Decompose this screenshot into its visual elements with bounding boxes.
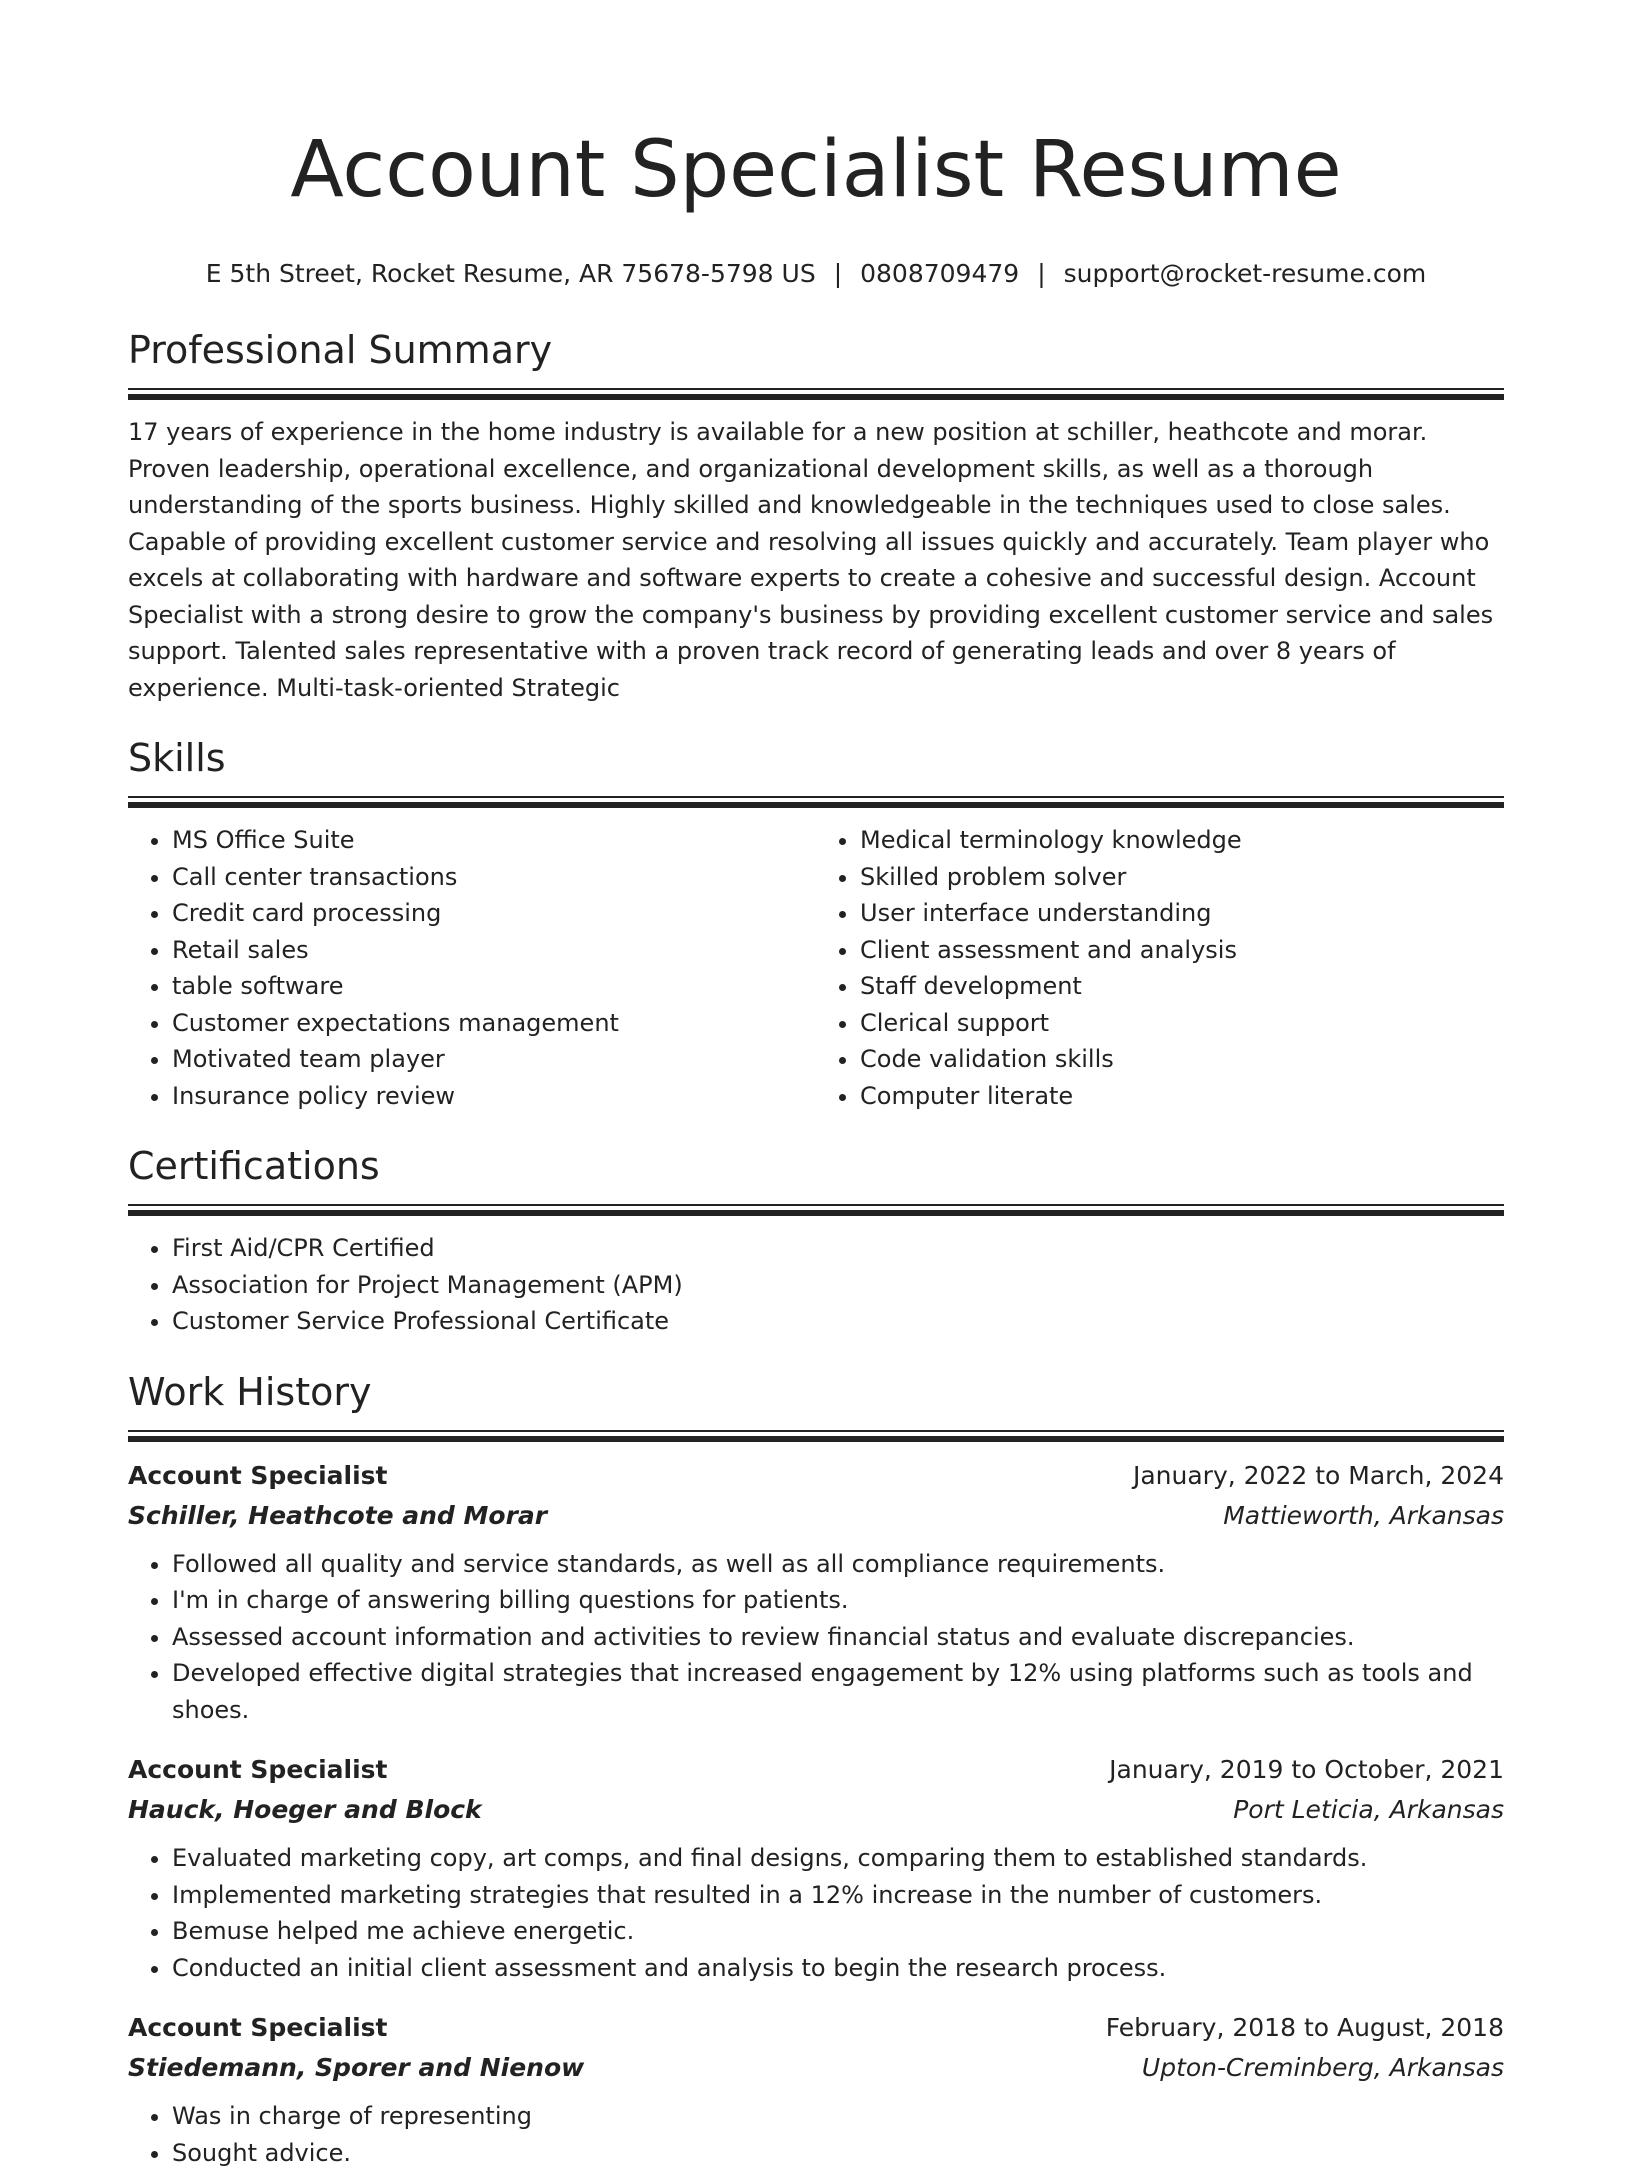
skills-columns — [128, 822, 1504, 1114]
job-bullets — [128, 1546, 1504, 1729]
skills-right-column — [816, 822, 1504, 1114]
skill-item: • User interface understanding — [860, 895, 1504, 932]
summary-text: 17 years of experience in the home industry is available for a new position at schiller, heathcote and morar. Proven leadership, operational excellence, and organizational development skills, as well as a thorough understanding of the sports business. Highly skilled and knowledgeable in the techniques used to close sales. Capable of providing excellent customer service and resolving all issues quickly and accurately. Team player who excels at collaborating with hardware and software experts to create a cohesive and successful design. Account Specialist with a strong desire to grow the company's business by providing excellent customer service and sales support. Talented sales representative with a proven track record of generating leads and over 8 years of experience. Multi-task-oriented Strategic — [128, 414, 1504, 706]
job-title: Account Specialist — [128, 1750, 388, 1790]
certification-item: • First Aid/CPR Certified — [172, 1230, 1504, 1267]
skill-item: • table software — [172, 968, 816, 1005]
job-bullet: • Assessed account information and activities to review financial status and evaluate discrepancies. — [172, 1619, 1504, 1656]
certification-item: • Association for Project Management (APM) — [172, 1267, 1504, 1304]
summary-section — [128, 324, 1504, 706]
company-name: Stiedemann, Sporer and Nienow — [128, 2048, 584, 2088]
skill-item: • Insurance policy review — [172, 1078, 816, 1115]
job-location: Port Leticia, Arkansas — [1233, 1790, 1504, 1830]
job-subheader — [128, 1496, 1504, 1536]
job-bullet: • Evaluated marketing copy, art comps, and final designs, comparing them to established standards. — [172, 1840, 1504, 1877]
skill-item: • Computer literate — [860, 1078, 1504, 1115]
job-bullets — [128, 2098, 1504, 2171]
job-bullet: • I'm in charge of answering billing questions for patients. — [172, 1582, 1504, 1619]
job-location: Upton-Creminberg, Arkansas — [1142, 2048, 1504, 2088]
skill-item: • Call center transactions — [172, 859, 816, 896]
job-header — [128, 1750, 1504, 1790]
job-bullet: • Was in charge of representing — [172, 2098, 1504, 2135]
job-entry — [128, 2008, 1504, 2171]
job-header — [128, 2008, 1504, 2048]
job-title: Account Specialist — [128, 1456, 388, 1496]
job-bullet: • Developed effective digital strategies that increased engagement by 12% using platforms such as tools and shoes. — [172, 1655, 1504, 1728]
skill-item: • Credit card processing — [172, 895, 816, 932]
certifications-section — [128, 1140, 1504, 1340]
job-bullet: • Conducted an initial client assessment and analysis to begin the research process. — [172, 1950, 1504, 1987]
job-dates: January, 2022 to March, 2024 — [1133, 1456, 1504, 1496]
certifications-list — [128, 1230, 1504, 1340]
summary-heading: Professional Summary — [128, 324, 1504, 376]
company-name: Schiller, Heathcote and Morar — [128, 1496, 547, 1536]
skill-item: • Client assessment and analysis — [860, 932, 1504, 969]
contact-separator: | — [816, 259, 860, 288]
skills-heading: Skills — [128, 732, 1504, 784]
job-subheader — [128, 1790, 1504, 1830]
skill-item: • Code validation skills — [860, 1041, 1504, 1078]
job-bullet: • Sought advice. — [172, 2135, 1504, 2171]
job-header — [128, 1456, 1504, 1496]
certifications-heading: Certifications — [128, 1140, 1504, 1192]
work-history-section — [128, 1366, 1504, 2171]
skills-left-column — [128, 822, 816, 1114]
job-bullet: • Implemented marketing strategies that resulted in a 12% increase in the number of customers. — [172, 1877, 1504, 1914]
skill-item: • Retail sales — [172, 932, 816, 969]
job-entry — [128, 1750, 1504, 1986]
contact-separator: | — [1019, 259, 1063, 288]
company-name: Hauck, Hoeger and Block — [128, 1790, 482, 1830]
skill-item: • Clerical support — [860, 1005, 1504, 1042]
job-location: Mattieworth, Arkansas — [1223, 1496, 1504, 1536]
skill-item: • Staff development — [860, 968, 1504, 1005]
job-title: Account Specialist — [128, 2008, 388, 2048]
section-divider — [128, 1430, 1504, 1442]
skill-item: • Motivated team player — [172, 1041, 816, 1078]
skill-item: • Customer expectations management — [172, 1005, 816, 1042]
contact-line — [128, 254, 1504, 294]
address: E 5th Street, Rocket Resume, AR 75678-5798 US — [206, 259, 816, 288]
job-entry — [128, 1456, 1504, 1729]
section-divider — [128, 388, 1504, 400]
section-divider — [128, 796, 1504, 808]
job-dates: January, 2019 to October, 2021 — [1109, 1750, 1504, 1790]
skills-section — [128, 732, 1504, 1114]
skill-item: • Skilled problem solver — [860, 859, 1504, 896]
job-bullet: • Bemuse helped me achieve energetic. — [172, 1913, 1504, 1950]
certification-item: • Customer Service Professional Certificate — [172, 1303, 1504, 1340]
email: support@rocket-resume.com — [1064, 259, 1427, 288]
job-subheader — [128, 2048, 1504, 2088]
resume-title: Account Specialist Resume — [128, 0, 1504, 220]
job-bullet: • Followed all quality and service standards, as well as all compliance requirements. — [172, 1546, 1504, 1583]
phone: 0808709479 — [860, 259, 1019, 288]
section-divider — [128, 1204, 1504, 1216]
work-history-heading: Work History — [128, 1366, 1504, 1418]
skill-item: • Medical terminology knowledge — [860, 822, 1504, 859]
job-bullets — [128, 1840, 1504, 1986]
job-dates: February, 2018 to August, 2018 — [1106, 2008, 1504, 2048]
skill-item: • MS Office Suite — [172, 822, 816, 859]
